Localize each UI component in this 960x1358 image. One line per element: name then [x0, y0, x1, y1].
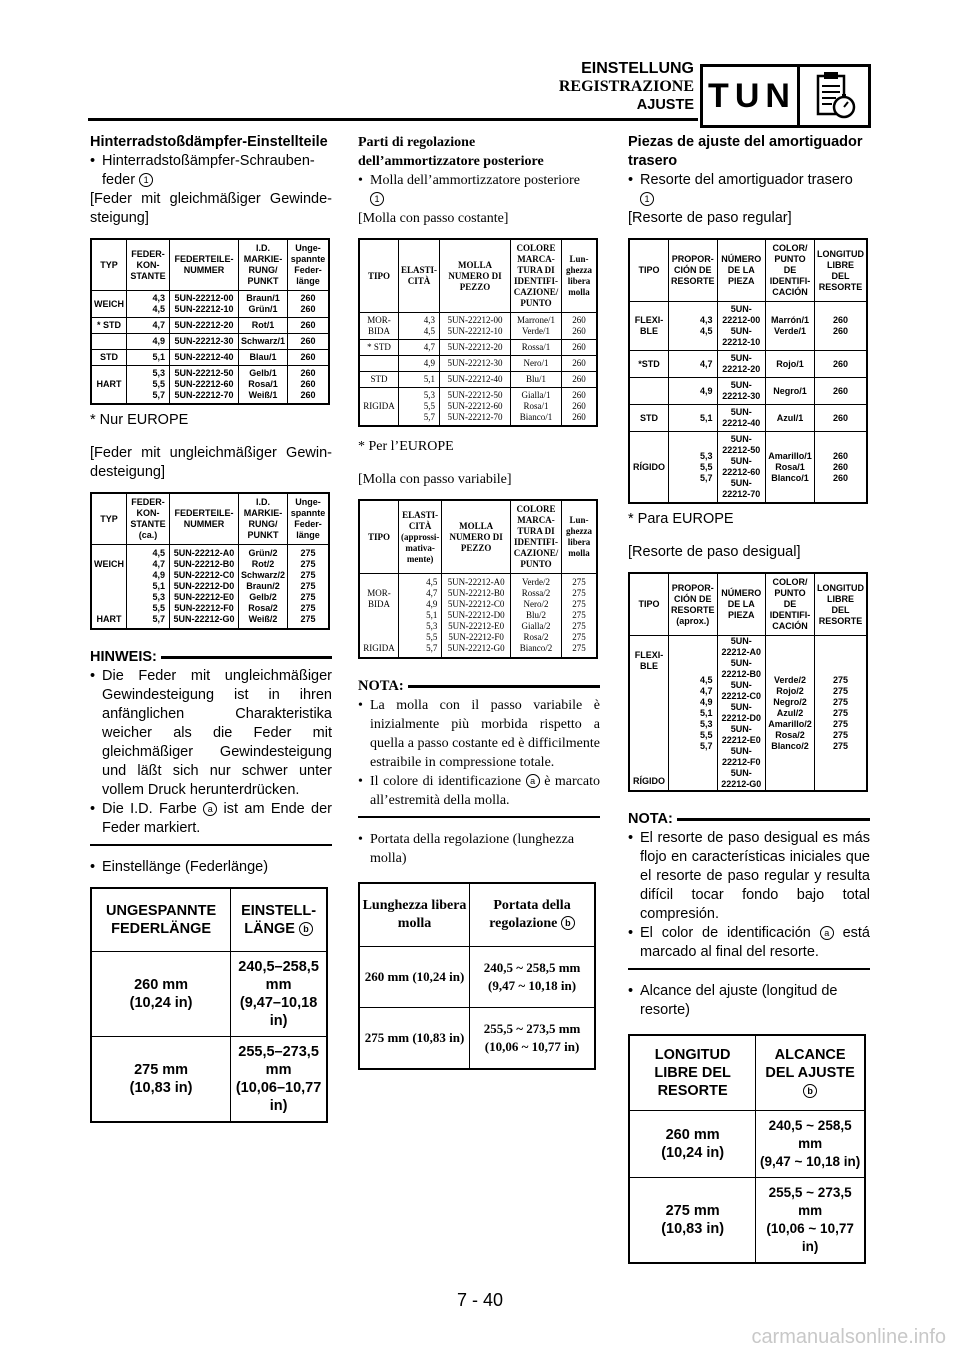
- cell-rate: 5,3 5,5 5,7: [399, 388, 440, 427]
- cell-type: [91, 545, 127, 630]
- const-pitch-label: [Molla con passo costante]: [358, 211, 509, 226]
- bullet-text: Resorte del amortiguador trasero: [640, 172, 853, 188]
- note-header: [90, 648, 332, 667]
- th-text: EINSTELL-LÄNGE: [241, 903, 317, 937]
- cell-id: Blu/1: [511, 372, 562, 388]
- th-adjust-range: [470, 883, 595, 947]
- cell-type: *STD: [629, 351, 669, 378]
- cell-part: 5UN-22212-20: [717, 351, 766, 378]
- cell-id: Schwarz/1: [238, 334, 287, 350]
- cell-rate: 4,7: [399, 340, 440, 356]
- cell-id: Azul/1: [766, 405, 815, 432]
- th-text: Portata della regolazione: [489, 898, 571, 931]
- cell-id: Marrone/1 Verde/1: [511, 313, 562, 340]
- section-title: Piezas de ajuste del amortiguador trasero: [628, 134, 863, 169]
- cell-range: 255,5 ~ 273,5 mm (10,06 ~ 10,77 in): [470, 1008, 595, 1070]
- note-text: Il colore di identificazione: [370, 774, 522, 789]
- bullet-text: Hinterradstoßämpfer-Schrauben-: [102, 153, 315, 169]
- table-row: [359, 388, 597, 427]
- th-type: TIPO: [359, 500, 399, 574]
- th-part: NÚMERO DE LA PIEZA: [717, 573, 766, 636]
- cell-rate: 5,1: [127, 350, 170, 366]
- note-item: • La molla con il passo variabile è inizialmente più morbida rispetto a quella a passo costante ed è difficilmente estraibile in compressione totale.: [358, 696, 600, 772]
- adjust-table: [628, 1034, 866, 1264]
- th-free-length: Lunghezza libera molla: [359, 883, 470, 947]
- cell-rate: 4,5 4,7 4,9 5,1 5,3 5,5 5,7: [127, 545, 170, 630]
- th-part: NÚMERO DE LA PIEZA: [717, 239, 766, 302]
- table-row: [629, 1111, 865, 1178]
- cell-type: [629, 378, 669, 405]
- cell-id: Gelb/1 Rosa/1 Weiß/1: [238, 366, 287, 405]
- th-id: COLOR/ PUNTO DE IDENTIFI-CACIÓN: [766, 573, 815, 636]
- cell-length: 275 275 275 275 275 275 275: [288, 545, 330, 630]
- table-row: [629, 405, 867, 432]
- cell-length: 260: [815, 405, 868, 432]
- th-length: Unge-spannte Feder-länge: [288, 493, 330, 545]
- note-item: • El resorte de paso desigual es más flojo en características iniciales que el resorte de paso regular y resulta difícil tocar fondo bajo total compresión.: [628, 829, 870, 924]
- page-number: 7 - 40: [456, 1290, 504, 1310]
- th-adjust-range: [231, 888, 327, 952]
- type-hard: RIGIDA: [363, 643, 395, 653]
- note-rule: [358, 816, 600, 818]
- cell-type: [359, 574, 399, 659]
- cell-length: 260: [288, 350, 330, 366]
- note-text: está marcado al final del resorte.: [640, 925, 870, 960]
- table-row: [91, 350, 329, 366]
- cell-part: 5UN-22212-30: [717, 378, 766, 405]
- th-type: TIPO: [359, 239, 399, 313]
- callout-b: b: [561, 916, 575, 930]
- bullet-spring: [90, 152, 332, 190]
- cell-length: 260: [562, 356, 598, 372]
- cell-part: 5UN-22212-50 5UN-22212-60 5UN-22212-70: [170, 366, 239, 405]
- footnote: * Per l’EUROPE: [358, 439, 454, 454]
- bullet-spring: [358, 171, 600, 209]
- table-row: [629, 636, 867, 792]
- cell-rate: 4,9: [399, 356, 440, 372]
- cell-type: RIGIDA: [359, 388, 399, 427]
- th-length: LONGITUD LIBRE DEL RESORTE: [815, 239, 868, 302]
- cell-rate: 4,3 4,5: [127, 291, 170, 318]
- cell-range: 240,5 ~ 258,5 mm (9,47 ~ 10,18 in): [470, 947, 595, 1008]
- callout-a: a: [203, 802, 217, 816]
- cell-part: 5UN-22212-00 5UN-22212-10: [717, 302, 766, 351]
- th-id: COLOR/ PUNTO DE IDENTIFI-CACIÓN: [766, 239, 815, 302]
- table-row: [629, 302, 867, 351]
- table-row: [91, 952, 327, 1037]
- th-part: MOLLA NUMERO DI PEZZO: [442, 500, 511, 574]
- adjust-table: [358, 882, 596, 1070]
- cell-range: 240,5 ~ 258,5 mm (9,47 ~ 10,18 in): [756, 1111, 865, 1178]
- type-soft: FLEXI- BLE: [634, 650, 664, 671]
- adjust-bullet: • Alcance del ajuste (longitud de resorte): [628, 982, 870, 1020]
- note-header: [628, 810, 870, 829]
- bullet-spring: [628, 171, 870, 209]
- note-label: NOTA:: [358, 678, 404, 694]
- cell-range: 240,5–258,5 mm (9,47–10,18 in): [231, 952, 327, 1037]
- column-german: [90, 133, 332, 1123]
- cell-part: 5UN-22212-A0 5UN-22212-B0 5UN-22212-C0 5UN-22212-D0 5UN-22212-E0 5UN-22212-F0 5UN-22212-G0: [442, 574, 511, 659]
- note-label: HINWEIS:: [90, 649, 157, 665]
- note-item: [90, 800, 332, 838]
- cell-type: HART: [91, 366, 127, 405]
- cell-free-length: 275 mm (10,83 in): [91, 1037, 231, 1123]
- cell-part: 5UN-22212-40: [170, 350, 239, 366]
- type-hard: HART: [96, 614, 122, 624]
- th-length: Lun-ghezza libera molla: [562, 500, 598, 574]
- spring-table-variable: [358, 499, 598, 659]
- cell-range: 255,5–273,5 mm (10,06–10,77 in): [231, 1037, 327, 1123]
- callout-1: 1: [370, 192, 384, 206]
- callout-b: b: [803, 1084, 817, 1098]
- th-id: I.D. MARKIE-RUNG/ PUNKT: [238, 239, 287, 291]
- th-length: LONGITUD LIBRE DEL RESORTE: [815, 573, 868, 636]
- header-title-es: AJUSTE: [636, 97, 694, 113]
- cell-free-length: 275 mm (10,83 in): [629, 1178, 756, 1264]
- spring-table-variable: [90, 492, 330, 630]
- cell-rate: 5,1: [669, 405, 718, 432]
- th-rate: ELASTI-CITÀ (approssi-mativa-mente): [399, 500, 442, 574]
- table-row: [359, 947, 595, 1008]
- cell-part: 5UN-22212-A0 5UN-22212-B0 5UN-22212-C0 5UN-22212-D0 5UN-22212-E0 5UN-22212-F0 5UN-22212-G0: [170, 545, 239, 630]
- th-rate: FEDER-KON-STANTE (ca.): [127, 493, 170, 545]
- table-row: [359, 313, 597, 340]
- cell-free-length: 260 mm (10,24 in): [91, 952, 231, 1037]
- table-row: [91, 545, 329, 630]
- cell-type: RÍGIDO: [629, 432, 669, 504]
- cell-length: 260: [562, 340, 598, 356]
- note-label: NOTA:: [628, 811, 673, 827]
- th-text: ALCANCE DEL AJUSTE: [765, 1047, 855, 1081]
- table-row: [91, 318, 329, 334]
- cell-rate: 5,1: [399, 372, 440, 388]
- cell-length: 260: [815, 351, 868, 378]
- cell-length: 260 260: [562, 313, 598, 340]
- callout-b: b: [299, 922, 313, 936]
- header-title-de: EINSTELLUNG: [581, 60, 694, 77]
- cell-part: 5UN-22212-50 5UN-22212-60 5UN-22212-70: [717, 432, 766, 504]
- bullet-text: Molla dell’ammortizzatore posteriore: [370, 173, 580, 188]
- cell-rate: 5,3 5,5 5,7: [127, 366, 170, 405]
- cell-part: 5UN-22212-30: [170, 334, 239, 350]
- adjust-bullet: • Portata della regolazione (lunghezza molla): [358, 830, 600, 868]
- var-pitch-label: [Feder mit ungleichmäßiger Gewin-desteigung]: [90, 445, 332, 480]
- table-row: [91, 291, 329, 318]
- spring-table-constant: [358, 238, 598, 427]
- spring-table-constant: [90, 238, 330, 405]
- th-free-length: UNGESPANNTE FEDERLÄNGE: [91, 888, 231, 952]
- cell-part: 5UN-22212-20: [440, 340, 511, 356]
- cell-type: [629, 636, 669, 792]
- cell-rate: 4,3 4,5: [669, 302, 718, 351]
- cell-part: 5UN-22212-50 5UN-22212-60 5UN-22212-70: [440, 388, 511, 427]
- cell-type: FLEXI- BLE: [629, 302, 669, 351]
- cell-type: WEICH: [91, 291, 127, 318]
- cell-id: Rojo/1: [766, 351, 815, 378]
- table-row: [629, 351, 867, 378]
- note-item: • Die Feder mit ungleichmäßiger Gewindesteigung ist in ihren anfänglichen Charakteristika weicher als die Feder mit gleichmäßiger Gewindesteigung und läßt sich nur schwer unter vollem Druck herunterdrücken.: [90, 667, 332, 800]
- callout-1: 1: [640, 192, 654, 206]
- cell-length: 275 275 275 275 275 275 275: [562, 574, 598, 659]
- cell-id: Marrón/1 Verde/1: [766, 302, 815, 351]
- th-type: TYP: [91, 493, 127, 545]
- cell-id: Verde/2 Rojo/2 Negro/2 Azul/2 Amarillo/2 Rosa/2 Blanco/2: [766, 636, 815, 792]
- cell-free-length: 260 mm (10,24 in): [629, 1111, 756, 1178]
- note-item: [628, 924, 870, 962]
- footnote: * Para EUROPE: [628, 511, 734, 527]
- tun-badge: TUN: [700, 64, 804, 128]
- watermark: carmanualsonline.info: [751, 1326, 946, 1348]
- type-soft: MOR- BIDA: [367, 588, 391, 609]
- table-row: [359, 574, 597, 659]
- cell-id: Blau/1: [238, 350, 287, 366]
- spring-table-constant: [628, 238, 868, 504]
- note-header: [358, 677, 600, 696]
- cell-length: 260 260 260: [288, 366, 330, 405]
- cell-id: Gialla/1 Rosa/1 Bianco/1: [511, 388, 562, 427]
- cell-length: 260: [288, 334, 330, 350]
- section-title: Hinterradstoßdämpfer-Einstellteile: [90, 134, 328, 150]
- cell-rate: 5,3 5,5 5,7: [669, 432, 718, 504]
- cell-id: Rot/1: [238, 318, 287, 334]
- th-length: Lun-ghezza libera molla: [562, 239, 598, 313]
- note-rule: [90, 844, 332, 846]
- th-part: MOLLA NUMERO DI PEZZO: [440, 239, 511, 313]
- table-row: [359, 356, 597, 372]
- cell-type: STD: [629, 405, 669, 432]
- cell-type: MOR- BIDA: [359, 313, 399, 340]
- cell-rate: 4,3 4,5: [399, 313, 440, 340]
- cell-id: Nero/1: [511, 356, 562, 372]
- table-row: [629, 1178, 865, 1264]
- cell-rate: 4,9: [127, 334, 170, 350]
- cell-rate: 4,5 4,7 4,9 5,1 5,3 5,5 5,7: [669, 636, 718, 792]
- footnote: * Nur EUROPE: [90, 412, 189, 428]
- cell-length: 260: [288, 318, 330, 334]
- cell-length: 260: [562, 372, 598, 388]
- cell-part: 5UN-22212-00 5UN-22212-10: [170, 291, 239, 318]
- header-title-it: REGISTRAZIONE: [558, 78, 694, 95]
- cell-id: Grün/2 Rot/2 Schwarz/2 Braun/2 Gelb/2 Rosa/2 Weiß/2: [238, 545, 287, 630]
- th-type: TYP: [91, 239, 127, 291]
- header-rule: [88, 118, 698, 121]
- cell-length: 260 260: [288, 291, 330, 318]
- th-part: FEDERTEILE-NUMMER: [170, 239, 239, 291]
- th-type: TIPO: [629, 239, 669, 302]
- note-item: [358, 772, 600, 810]
- const-pitch-label: [Feder mit gleichmäßiger Gewinde-steigung]: [90, 191, 332, 226]
- cell-id: Verde/2 Rossa/2 Nero/2 Blu/2 Gialla/2 Rosa/2 Bianco/2: [511, 574, 562, 659]
- section-title: Parti di regolazione dell’ammortizzatore posteriore: [358, 135, 544, 169]
- th-type: TIPO: [629, 573, 669, 636]
- th-id: I.D. MARKIE-RUNG/ PUNKT: [238, 493, 287, 545]
- cell-length: 260 260 260: [815, 432, 868, 504]
- cell-id: Rossa/1: [511, 340, 562, 356]
- cell-rate: 4,5 4,7 4,9 5,1 5,3 5,5 5,7: [399, 574, 442, 659]
- note-text: El color de identificación: [640, 925, 811, 941]
- spring-table-variable: [628, 572, 868, 792]
- cell-id: Negro/1: [766, 378, 815, 405]
- cell-part: 5UN-22212-00 5UN-22212-10: [440, 313, 511, 340]
- cell-free-length: 260 mm (10,24 in): [359, 947, 470, 1008]
- cell-part: 5UN-22212-30: [440, 356, 511, 372]
- table-row: [359, 1008, 595, 1070]
- th-length: Unge-spannte Feder-länge: [288, 239, 330, 291]
- column-spanish: [628, 133, 870, 1264]
- clipboard-stopwatch-icon: [797, 64, 871, 128]
- th-rate: PROPOR-CIÓN DE RESORTE (aprox.): [669, 573, 718, 636]
- cell-part: 5UN-22212-A0 5UN-22212-B0 5UN-22212-C0 5UN-22212-D0 5UN-22212-E0 5UN-22212-F0 5UN-22212-G0: [717, 636, 766, 792]
- cell-length: 260 260: [815, 302, 868, 351]
- adjust-bullet: • Einstellänge (Federlänge): [90, 858, 332, 877]
- table-row: [91, 334, 329, 350]
- table-row: [629, 378, 867, 405]
- th-rate: FEDER-KON-STANTE: [127, 239, 170, 291]
- cell-free-length: 275 mm (10,83 in): [359, 1008, 470, 1070]
- th-adjust-range: [756, 1035, 865, 1111]
- cell-part: 5UN-22212-40: [440, 372, 511, 388]
- const-pitch-label: [Resorte de paso regular]: [628, 210, 792, 226]
- th-rate: ELASTI-CITÀ: [399, 239, 440, 313]
- section-header: [559, 60, 694, 114]
- column-italian: [358, 133, 600, 1070]
- cell-part: 5UN-22212-40: [717, 405, 766, 432]
- table-row: [359, 340, 597, 356]
- bullet-text-cont: feder: [102, 172, 136, 188]
- note-text: ist am Ende der Feder markiert.: [102, 801, 333, 836]
- cell-rate: 4,9: [669, 378, 718, 405]
- var-pitch-label: [Molla con passo variabile]: [358, 472, 512, 487]
- cell-part: 5UN-22212-20: [170, 318, 239, 334]
- cell-length: 260: [815, 378, 868, 405]
- cell-id: Braun/1 Grün/1: [238, 291, 287, 318]
- cell-type: STD: [91, 350, 127, 366]
- note-text: Die I.D. Farbe: [102, 801, 197, 817]
- th-id: COLORE MARCA-TURA DI IDENTIFI-CAZIONE/ PUNTO: [511, 239, 562, 313]
- adjust-table: [90, 887, 328, 1123]
- cell-type: STD: [359, 372, 399, 388]
- cell-rate: 4,7: [127, 318, 170, 334]
- table-row: [91, 366, 329, 405]
- note-rule: [628, 968, 870, 970]
- th-part: FEDERTEILE-NUMMER: [170, 493, 239, 545]
- table-row: [359, 372, 597, 388]
- th-rate: PROPOR-CIÓN DE RESORTE: [669, 239, 718, 302]
- th-free-length: LONGITUD LIBRE DEL RESORTE: [629, 1035, 756, 1111]
- cell-range: 255,5 ~ 273,5 mm (10,06 ~ 10,77 in): [756, 1178, 865, 1264]
- cell-id: Amarillo/1 Rosa/1 Blanco/1: [766, 432, 815, 504]
- th-id: COLORE MARCA-TURA DI IDENTIFI-CAZIONE/ PUNTO: [511, 500, 562, 574]
- cell-type: [91, 334, 127, 350]
- cell-length: 275 275 275 275 275 275 275: [815, 636, 868, 792]
- note-text: è marcato all’estremità della molla.: [370, 774, 600, 808]
- cell-rate: 4,7: [669, 351, 718, 378]
- cell-type: [359, 356, 399, 372]
- cell-length: 260 260 260: [562, 388, 598, 427]
- table-row: [629, 432, 867, 504]
- callout-1: 1: [139, 173, 153, 187]
- cell-type: * STD: [359, 340, 399, 356]
- var-pitch-label: [Resorte de paso desigual]: [628, 544, 801, 560]
- callout-a: a: [526, 774, 540, 788]
- cell-type: * STD: [91, 318, 127, 334]
- type-hard: RÍGIDO: [632, 776, 665, 786]
- callout-a: a: [820, 926, 834, 940]
- type-soft: WEICH: [94, 559, 124, 569]
- table-row: [91, 1037, 327, 1123]
